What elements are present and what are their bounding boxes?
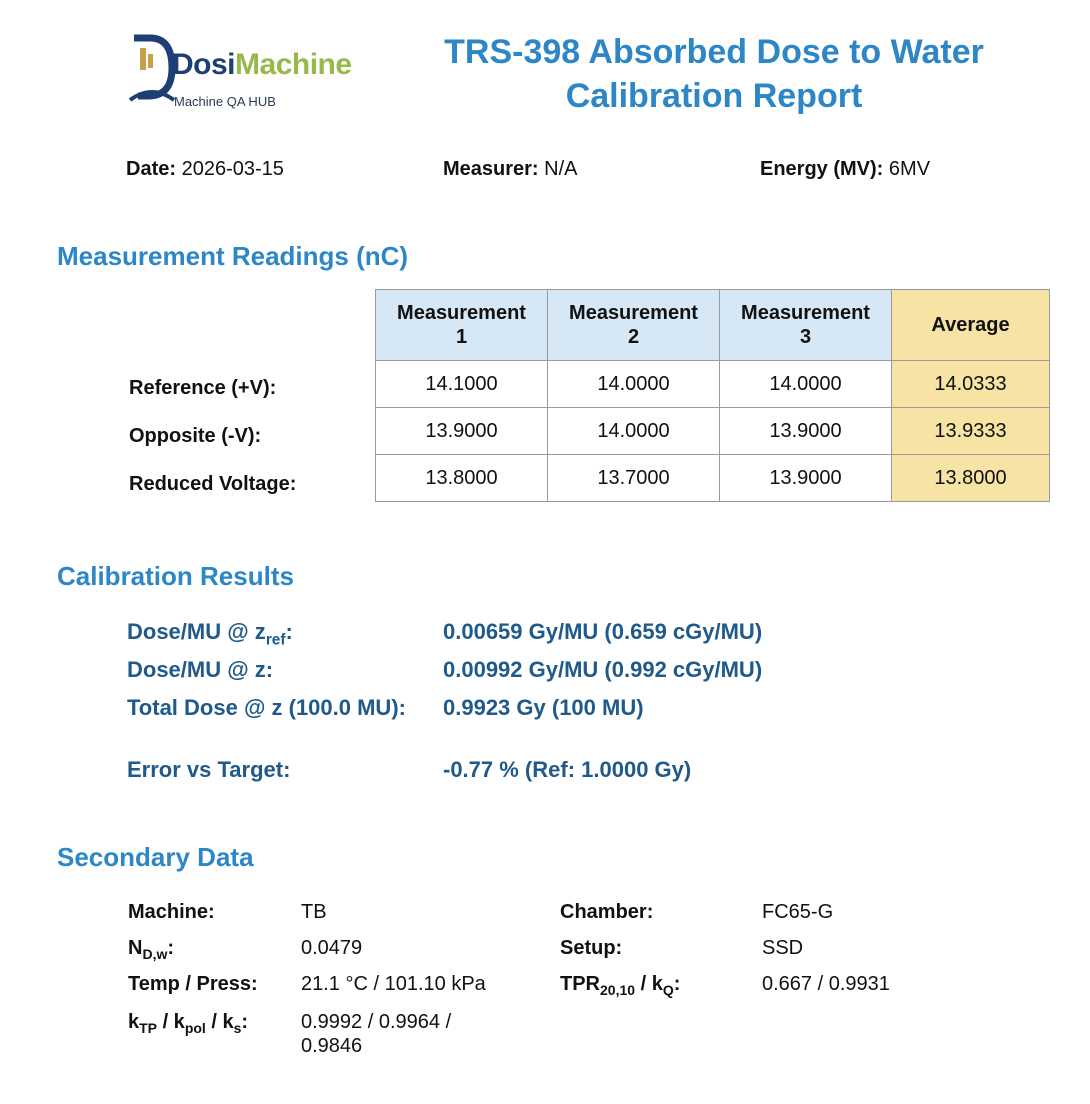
tpr-kq-value: 0.667 / 0.9931 <box>762 973 890 995</box>
setup-label: Setup: <box>560 937 623 959</box>
secondary-heading: Secondary Data <box>57 842 254 872</box>
measurement-table <box>375 289 1050 502</box>
table-cell: 13.9000 <box>720 455 892 502</box>
logo <box>126 28 352 112</box>
chamber-value: FC65-G <box>762 901 834 923</box>
dose-zref-label: Dose/MU @ $z_{ref}$: <box>127 619 293 649</box>
table-cell-average: 13.8000 <box>892 455 1050 502</box>
logo-tagline: Machine QA HUB <box>174 94 276 109</box>
meta-date: Date: 2026-03-15 <box>126 158 284 180</box>
temp-press-label: Temp / Press: <box>128 973 258 995</box>
dose-z-value: 0.00992 Gy/MU (0.992 cGy/MU) <box>443 657 763 682</box>
meta-energy: Energy (MV): 6MV <box>760 158 931 180</box>
setup-value: SSD <box>762 937 804 959</box>
error-label: Error vs Target: <box>127 757 291 782</box>
k-factors-label: $k_{TP} / k_{pol} / k_s$: <box>128 1011 249 1036</box>
report-title <box>390 30 1038 118</box>
table-row <box>376 455 1050 502</box>
row-label-reduced: Reduced Voltage: <box>129 473 297 495</box>
table-cell: 13.9000 <box>720 408 892 455</box>
total-dose-value: 0.9923 Gy (100 MU) <box>443 695 644 720</box>
measurements-heading: Measurement Readings (nC) <box>57 241 409 271</box>
ndw-value: 0.0479 <box>301 937 363 959</box>
dose-zref-value: 0.00659 Gy/MU (0.659 cGy/MU) <box>443 619 763 644</box>
table-cell: 13.9000 <box>376 408 548 455</box>
table-cell-average: 13.9333 <box>892 408 1050 455</box>
meta-measurer: Measurer: N/A <box>443 158 578 180</box>
table-cell: 14.0000 <box>720 361 892 408</box>
machine-value: TB <box>301 901 327 923</box>
machine-label: Machine: <box>128 901 215 923</box>
table-cell: 13.8000 <box>376 455 548 502</box>
tpr-kq-label: $TPR_{20,10} / k_Q$: <box>560 973 681 998</box>
column-header: Measurement 3 <box>720 290 892 361</box>
table-row <box>376 408 1050 455</box>
table-cell: 14.1000 <box>376 361 548 408</box>
temp-press-value: 21.1 °C / 101.10 kPa <box>301 973 486 995</box>
report-title-line1: TRS-398 Absorbed Dose to Water <box>444 33 984 71</box>
results-heading: Calibration Results <box>57 561 294 591</box>
chamber-label: Chamber: <box>560 901 654 923</box>
k-factors-value: 0.9992 / 0.9964 / 0.9846 <box>301 1011 452 1057</box>
column-header-average: Average <box>892 290 1050 361</box>
row-label-opposite: Opposite (-V): <box>129 425 262 447</box>
row-label-reference: Reference (+V): <box>129 377 277 399</box>
total-dose-label: Total Dose @ z (100.0 MU): <box>127 695 406 720</box>
table-cell: 14.0000 <box>548 361 720 408</box>
dose-z-label: Dose/MU @ z: <box>127 657 274 682</box>
column-header: Measurement 1 <box>376 290 548 361</box>
table-cell: 14.0000 <box>548 408 720 455</box>
table-cell: 13.7000 <box>548 455 720 502</box>
table-row <box>376 361 1050 408</box>
report-title-line2: Calibration Report <box>565 77 863 115</box>
table-cell-average: 14.0333 <box>892 361 1050 408</box>
dosimachine-logo-icon <box>128 30 176 106</box>
error-value: -0.77 % (Ref: 1.0000 Gy) <box>443 757 692 782</box>
ndw-label: $N_{D,w}$: <box>128 937 175 962</box>
table-header-row <box>376 290 1050 361</box>
logo-wordmark: DosiMachine <box>172 48 352 81</box>
column-header: Measurement 2 <box>548 290 720 361</box>
